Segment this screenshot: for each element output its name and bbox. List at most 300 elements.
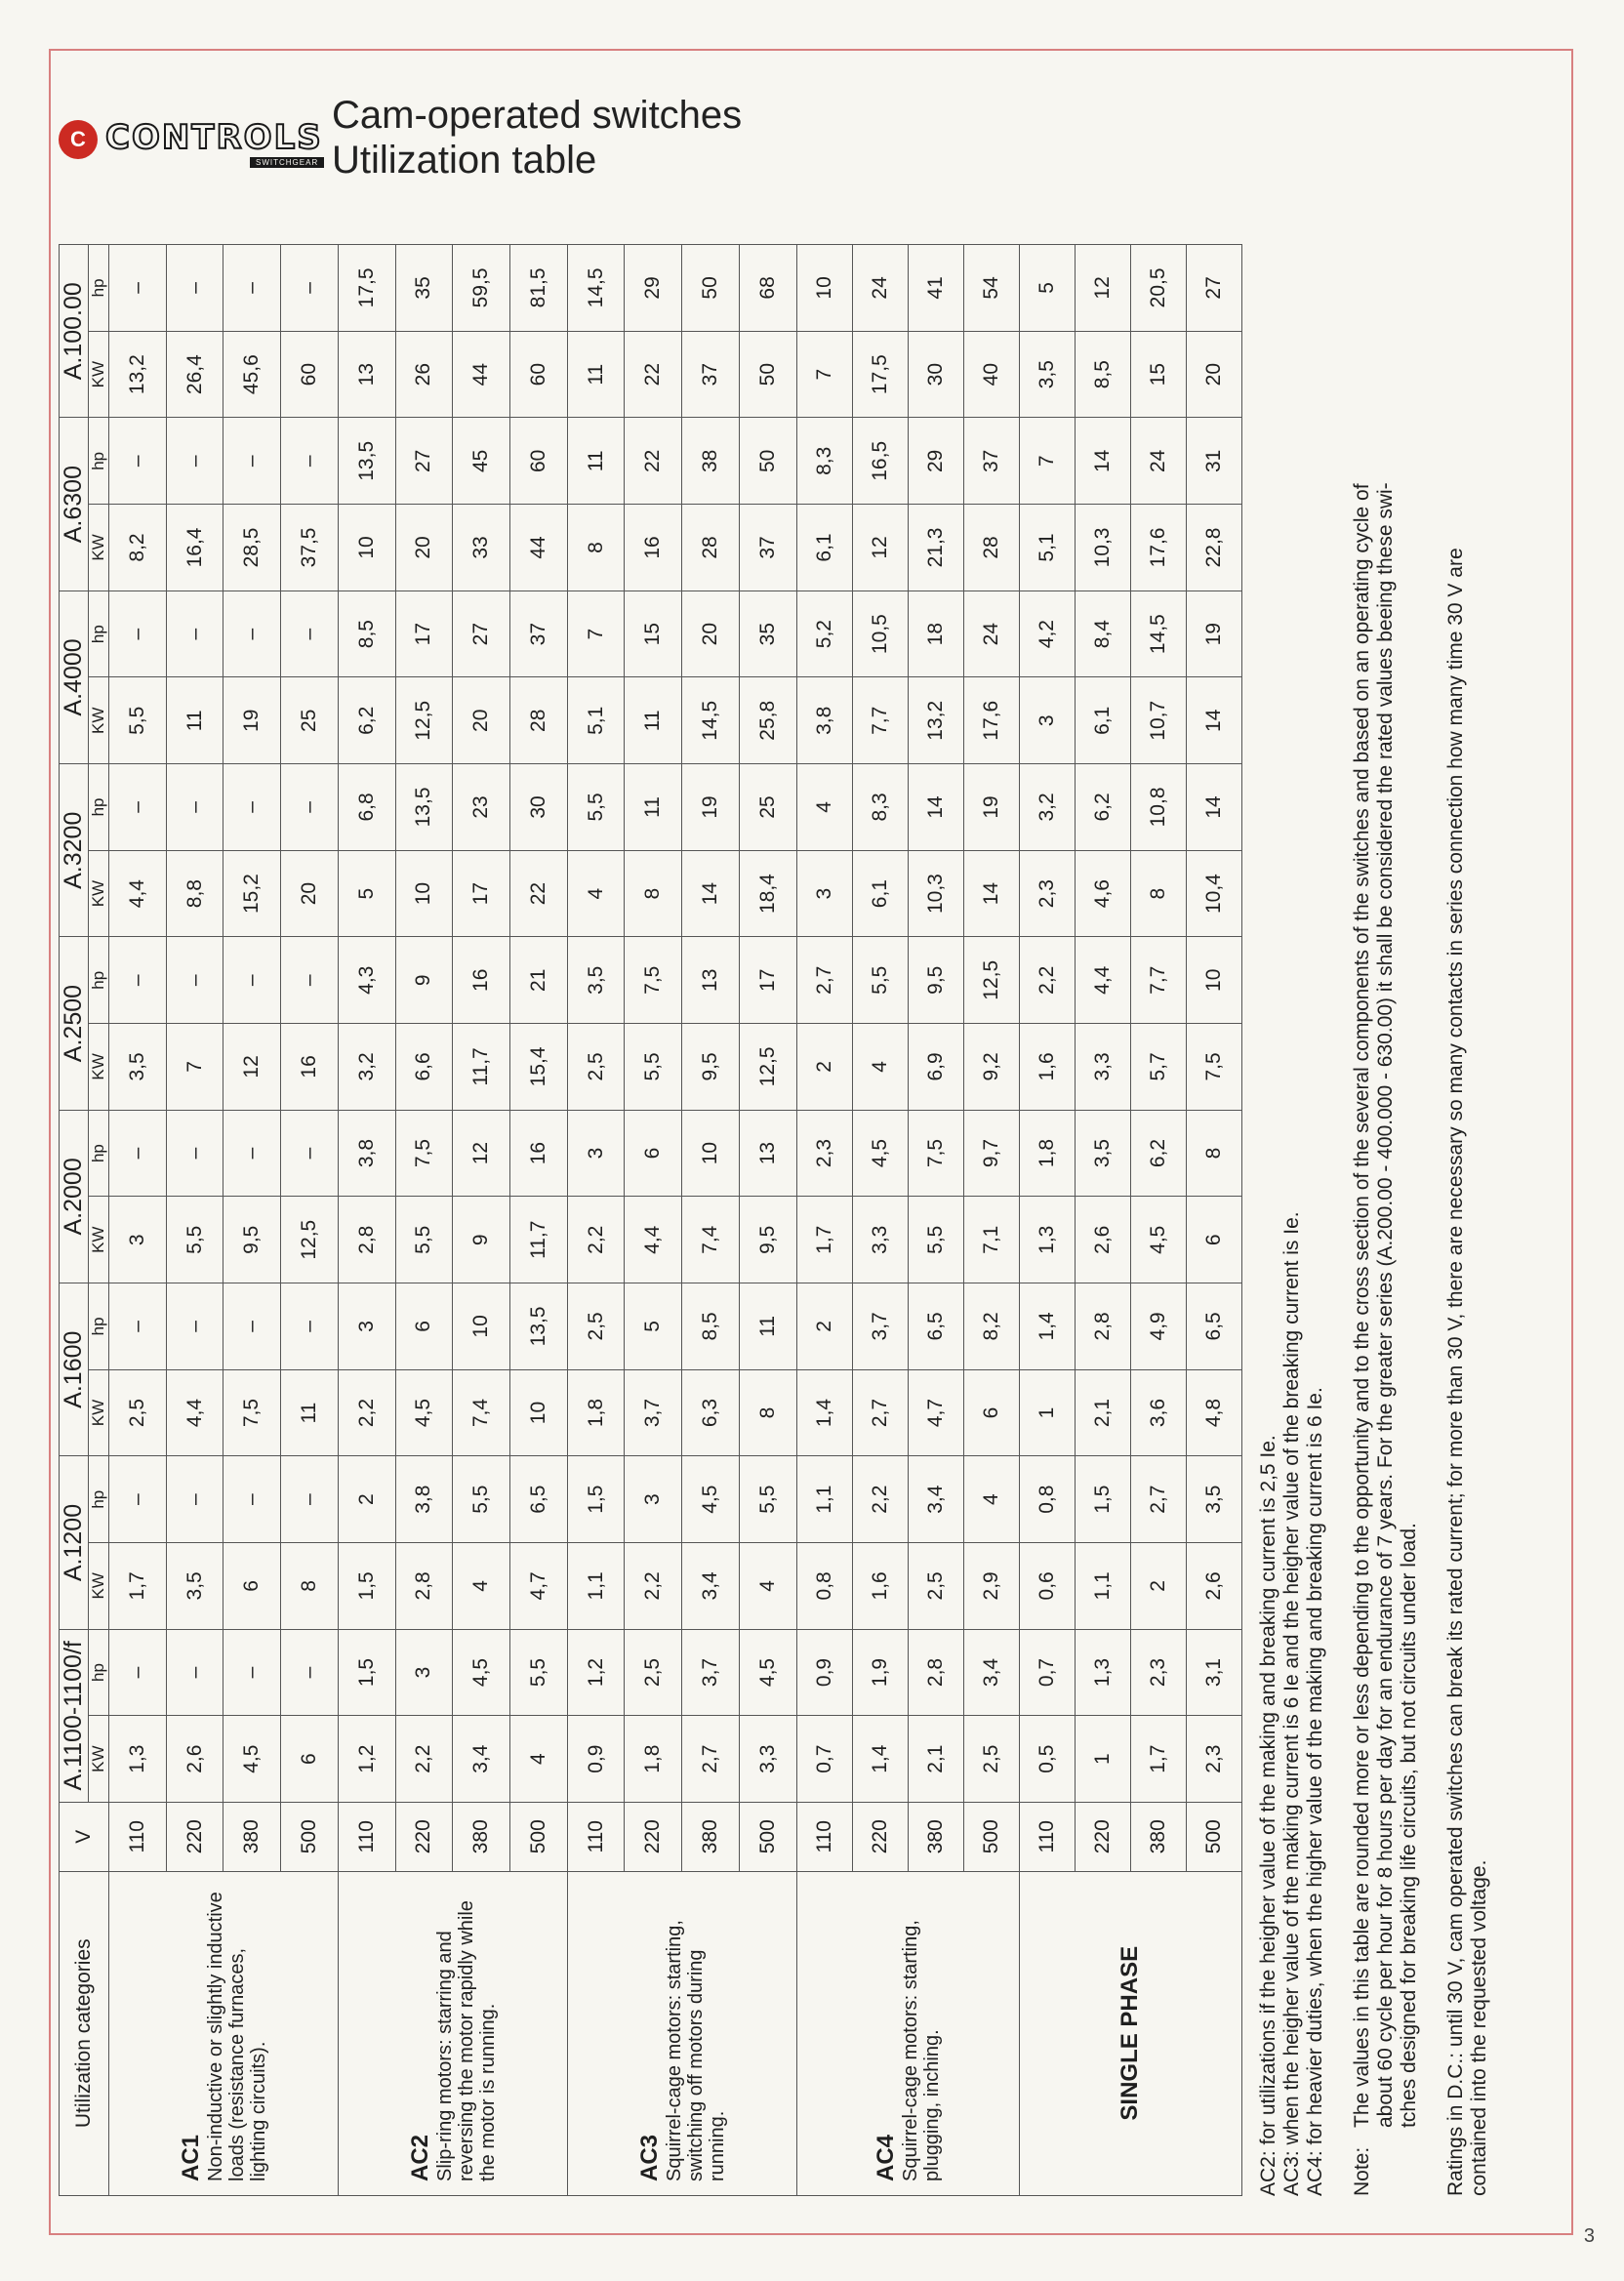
unit-header: hp bbox=[89, 937, 109, 1024]
value-cell: – bbox=[281, 1456, 339, 1543]
value-cell: 7 bbox=[796, 331, 852, 418]
value-cell: 2 bbox=[1130, 1543, 1186, 1630]
value-cell: 20 bbox=[453, 677, 510, 764]
value-cell: 2,2 bbox=[395, 1716, 453, 1803]
value-cell: 0,8 bbox=[1019, 1456, 1075, 1543]
value-cell: 68 bbox=[739, 245, 796, 332]
value-cell: 1,5 bbox=[567, 1456, 625, 1543]
value-cell: 1,5 bbox=[1075, 1456, 1130, 1543]
value-cell: 6 bbox=[223, 1543, 281, 1630]
value-cell: – bbox=[166, 245, 223, 332]
value-cell: 13 bbox=[682, 937, 740, 1024]
note-ac2: AC2: for utilizations if the heigher value of the making and breaking current is 2,5 Ie. bbox=[1257, 1435, 1279, 2196]
model-header: A.1100-1100/f bbox=[60, 1629, 89, 1802]
footnotes bbox=[1257, 244, 1491, 2196]
model-header: A.2500 bbox=[60, 937, 89, 1110]
value-cell: 5,5 bbox=[453, 1456, 510, 1543]
category-description: Squirrel-cage motors: starting, plugging, inching. bbox=[900, 1920, 944, 2181]
value-cell: 12 bbox=[453, 1110, 510, 1197]
value-cell: 4,4 bbox=[1075, 937, 1130, 1024]
value-cell: – bbox=[223, 764, 281, 851]
value-cell: 12,5 bbox=[395, 677, 453, 764]
value-cell: 1,7 bbox=[796, 1197, 852, 1283]
value-cell: 37 bbox=[510, 591, 568, 677]
value-cell: 6 bbox=[395, 1283, 453, 1370]
value-cell: – bbox=[223, 591, 281, 677]
value-cell: 14,5 bbox=[682, 677, 740, 764]
value-cell: 2,7 bbox=[852, 1369, 908, 1456]
value-cell: 11 bbox=[625, 677, 682, 764]
value-cell: – bbox=[223, 937, 281, 1024]
value-cell: 10,5 bbox=[852, 591, 908, 677]
value-cell: 38 bbox=[682, 418, 740, 505]
value-cell: 14 bbox=[1186, 677, 1241, 764]
value-cell: 20 bbox=[1186, 331, 1241, 418]
value-cell: 4 bbox=[567, 850, 625, 937]
value-cell: 9,7 bbox=[963, 1110, 1019, 1197]
value-cell: 13,2 bbox=[109, 331, 167, 418]
value-cell: 16 bbox=[510, 1110, 568, 1197]
value-cell: – bbox=[166, 764, 223, 851]
value-cell: 14 bbox=[963, 850, 1019, 937]
value-cell: – bbox=[166, 418, 223, 505]
value-cell: 27 bbox=[395, 418, 453, 505]
value-cell: 4,5 bbox=[682, 1456, 740, 1543]
value-cell: 3,3 bbox=[1075, 1024, 1130, 1111]
value-cell: 5,5 bbox=[739, 1456, 796, 1543]
value-cell: 0,7 bbox=[796, 1716, 852, 1803]
value-cell: 28,5 bbox=[223, 505, 281, 591]
value-cell: – bbox=[223, 245, 281, 332]
value-cell: 8 bbox=[1130, 850, 1186, 937]
value-cell: 3,5 bbox=[1186, 1456, 1241, 1543]
value-cell: 1 bbox=[1019, 1369, 1075, 1456]
value-cell: – bbox=[223, 418, 281, 505]
table-row bbox=[338, 245, 395, 2196]
value-cell: 7,1 bbox=[963, 1197, 1019, 1283]
category-cell bbox=[796, 1871, 1019, 2195]
voltage-cell: 220 bbox=[1075, 1803, 1130, 1872]
value-cell: – bbox=[166, 1283, 223, 1370]
value-cell: 0,9 bbox=[796, 1629, 852, 1716]
value-cell: 3,2 bbox=[338, 1024, 395, 1111]
value-cell: 5 bbox=[338, 850, 395, 937]
value-cell: 3,3 bbox=[739, 1716, 796, 1803]
value-cell: 8,5 bbox=[682, 1283, 740, 1370]
value-cell: 19 bbox=[1186, 591, 1241, 677]
unit-header: hp bbox=[89, 764, 109, 851]
value-cell: 12,5 bbox=[963, 937, 1019, 1024]
unit-header: hp bbox=[89, 418, 109, 505]
value-cell: 8,5 bbox=[338, 591, 395, 677]
value-cell: 60 bbox=[510, 331, 568, 418]
value-cell: 8,3 bbox=[852, 764, 908, 851]
value-cell: 22,8 bbox=[1186, 505, 1241, 591]
value-cell: 7,7 bbox=[1130, 937, 1186, 1024]
value-cell: 12 bbox=[1075, 245, 1130, 332]
value-cell: 14,5 bbox=[1130, 591, 1186, 677]
rotated-content bbox=[59, 244, 1542, 2196]
value-cell: 3,4 bbox=[963, 1629, 1019, 1716]
value-cell: 2,5 bbox=[625, 1629, 682, 1716]
title-line-1: Cam-operated switches bbox=[332, 94, 743, 137]
unit-header: KW bbox=[89, 1197, 109, 1283]
value-cell: 15 bbox=[1130, 331, 1186, 418]
value-cell: 5,5 bbox=[109, 677, 167, 764]
value-cell: 6 bbox=[963, 1369, 1019, 1456]
voltage-cell: 110 bbox=[109, 1803, 167, 1872]
value-cell: 2,8 bbox=[908, 1629, 963, 1716]
model-header: A.100.00 bbox=[60, 245, 89, 418]
model-header: A.2000 bbox=[60, 1110, 89, 1283]
value-cell: 4,2 bbox=[1019, 591, 1075, 677]
unit-header: KW bbox=[89, 331, 109, 418]
value-cell: 4,7 bbox=[908, 1369, 963, 1456]
page-title bbox=[332, 93, 742, 183]
value-cell: 7 bbox=[166, 1024, 223, 1111]
value-cell: – bbox=[281, 591, 339, 677]
general-note bbox=[1351, 244, 1421, 2196]
value-cell: 7 bbox=[567, 591, 625, 677]
value-cell: 3,3 bbox=[852, 1197, 908, 1283]
value-cell: 37 bbox=[739, 505, 796, 591]
value-cell: 16 bbox=[281, 1024, 339, 1111]
value-cell: 25 bbox=[739, 764, 796, 851]
category-description: Non-inductive or slightly inductive loads (resistance furnaces, lighting circuits). bbox=[204, 1892, 269, 2181]
value-cell: 17 bbox=[739, 937, 796, 1024]
value-cell: 25 bbox=[281, 677, 339, 764]
value-cell: 50 bbox=[682, 245, 740, 332]
value-cell: 3,4 bbox=[453, 1716, 510, 1803]
unit-header: KW bbox=[89, 1543, 109, 1630]
value-cell: 3,8 bbox=[338, 1110, 395, 1197]
note-ac4: AC4: for heavier duties, when the higher value of the making and breaking current is 6 Ie. bbox=[1304, 1387, 1326, 2196]
value-cell: 2,8 bbox=[395, 1543, 453, 1630]
value-cell: 5,5 bbox=[852, 937, 908, 1024]
value-cell: 10,3 bbox=[1075, 505, 1130, 591]
value-cell: 9,2 bbox=[963, 1024, 1019, 1111]
value-cell: 1,8 bbox=[567, 1369, 625, 1456]
voltage-cell: 500 bbox=[963, 1803, 1019, 1872]
value-cell: 2,3 bbox=[796, 1110, 852, 1197]
value-cell: 9 bbox=[453, 1197, 510, 1283]
note-line-3: tches designed for breaking life circuits, but not circuits under load. bbox=[1398, 1523, 1420, 2128]
value-cell: 21,3 bbox=[908, 505, 963, 591]
value-cell: 8,3 bbox=[796, 418, 852, 505]
value-cell: 15,2 bbox=[223, 850, 281, 937]
value-cell: 13 bbox=[739, 1110, 796, 1197]
unit-header: hp bbox=[89, 1283, 109, 1370]
value-cell: 1,2 bbox=[567, 1629, 625, 1716]
voltage-cell: 380 bbox=[682, 1803, 740, 1872]
value-cell: 2,8 bbox=[338, 1197, 395, 1283]
value-cell: 29 bbox=[625, 245, 682, 332]
value-cell: – bbox=[281, 418, 339, 505]
value-cell: – bbox=[281, 1110, 339, 1197]
value-cell: – bbox=[109, 1110, 167, 1197]
value-cell: 10,8 bbox=[1130, 764, 1186, 851]
value-cell: 5,5 bbox=[395, 1197, 453, 1283]
value-cell: 6,2 bbox=[1075, 764, 1130, 851]
value-cell: 6 bbox=[281, 1716, 339, 1803]
value-cell: 2,5 bbox=[963, 1716, 1019, 1803]
value-cell: 2,2 bbox=[567, 1197, 625, 1283]
value-cell: 22 bbox=[625, 331, 682, 418]
value-cell: 6,2 bbox=[338, 677, 395, 764]
value-cell: 2,6 bbox=[1075, 1197, 1130, 1283]
value-cell: 5,5 bbox=[510, 1629, 568, 1716]
unit-header: KW bbox=[89, 1716, 109, 1803]
title-line-2: Utilization table bbox=[332, 139, 597, 182]
value-cell: 21 bbox=[510, 937, 568, 1024]
value-cell: – bbox=[281, 1283, 339, 1370]
value-cell: 11,7 bbox=[510, 1197, 568, 1283]
value-cell: 2 bbox=[796, 1283, 852, 1370]
value-cell: 8 bbox=[281, 1543, 339, 1630]
value-cell: 8,8 bbox=[166, 850, 223, 937]
value-cell: 20,5 bbox=[1130, 245, 1186, 332]
dc-line-2: contained into the requested voltage. bbox=[1468, 1859, 1490, 2196]
value-cell: – bbox=[223, 1629, 281, 1716]
value-cell: 4 bbox=[796, 764, 852, 851]
value-cell: 0,6 bbox=[1019, 1543, 1075, 1630]
value-cell: 2,1 bbox=[908, 1716, 963, 1803]
value-cell: 2,2 bbox=[338, 1369, 395, 1456]
model-header: A.6300 bbox=[60, 418, 89, 591]
value-cell: 14 bbox=[1186, 764, 1241, 851]
value-cell: 6,5 bbox=[510, 1456, 568, 1543]
note-line-1: The values in this table are rounded more or less depending to the opportunity and to the cross section of the several components of the switches and based on an operating cycle of bbox=[1351, 483, 1373, 2128]
dc-ratings-note bbox=[1444, 244, 1491, 2196]
value-cell: 10 bbox=[338, 505, 395, 591]
value-cell: 10 bbox=[796, 245, 852, 332]
value-cell: 25,8 bbox=[739, 677, 796, 764]
voltage-cell: 220 bbox=[395, 1803, 453, 1872]
value-cell: 11 bbox=[625, 764, 682, 851]
value-cell: 11 bbox=[166, 677, 223, 764]
value-cell: 12 bbox=[223, 1024, 281, 1111]
note-label: Note: bbox=[1351, 2146, 1373, 2196]
value-cell: 4 bbox=[852, 1024, 908, 1111]
voltage-cell: 110 bbox=[1019, 1803, 1075, 1872]
value-cell: 8,4 bbox=[1075, 591, 1130, 677]
value-cell: 3 bbox=[338, 1283, 395, 1370]
value-cell: 4,5 bbox=[852, 1110, 908, 1197]
value-cell: 3,2 bbox=[1019, 764, 1075, 851]
value-cell: – bbox=[109, 591, 167, 677]
utilization-table bbox=[59, 244, 1242, 2196]
value-cell: 3,7 bbox=[625, 1369, 682, 1456]
unit-header: KW bbox=[89, 1024, 109, 1111]
value-cell: 11 bbox=[281, 1369, 339, 1456]
value-cell: 1,5 bbox=[338, 1543, 395, 1630]
value-cell: 4,5 bbox=[453, 1629, 510, 1716]
value-cell: 2,2 bbox=[1019, 937, 1075, 1024]
category-description: Squirrel-cage motors: starting, switching off motors during running. bbox=[663, 1920, 728, 2181]
value-cell: 4,7 bbox=[510, 1543, 568, 1630]
voltage-cell: 500 bbox=[510, 1803, 568, 1872]
value-cell: 10 bbox=[453, 1283, 510, 1370]
value-cell: 14 bbox=[908, 764, 963, 851]
voltage-cell: 500 bbox=[1186, 1803, 1241, 1872]
value-cell: 28 bbox=[963, 505, 1019, 591]
value-cell: – bbox=[109, 245, 167, 332]
value-cell: 0,9 bbox=[567, 1716, 625, 1803]
value-cell: – bbox=[223, 1110, 281, 1197]
value-cell: 3,5 bbox=[1075, 1110, 1130, 1197]
value-cell: 4,3 bbox=[338, 937, 395, 1024]
value-cell: 6,6 bbox=[395, 1024, 453, 1111]
value-cell: 6,1 bbox=[852, 850, 908, 937]
unit-header: hp bbox=[89, 1110, 109, 1197]
value-cell: 37,5 bbox=[281, 505, 339, 591]
value-cell: 20 bbox=[682, 591, 740, 677]
value-cell: 1,8 bbox=[625, 1716, 682, 1803]
value-cell: 12,5 bbox=[281, 1197, 339, 1283]
category-code: SINGLE PHASE bbox=[1116, 1945, 1144, 2121]
brand-wordmark: CONTROLS bbox=[105, 118, 323, 157]
value-cell: 2,2 bbox=[625, 1543, 682, 1630]
categories-header: Utilization categories bbox=[60, 1871, 109, 2195]
value-cell: 4 bbox=[453, 1543, 510, 1630]
value-cell: 5,7 bbox=[1130, 1024, 1186, 1111]
value-cell: 10 bbox=[682, 1110, 740, 1197]
unit-header: hp bbox=[89, 245, 109, 332]
value-cell: 18,4 bbox=[739, 850, 796, 937]
category-cell bbox=[338, 1871, 567, 2195]
value-cell: 5,2 bbox=[796, 591, 852, 677]
value-cell: – bbox=[223, 1283, 281, 1370]
value-cell: 60 bbox=[281, 331, 339, 418]
dc-line-1: Ratings in D.C.: until 30 V, cam operated switches can break its rated current; for more than 30 V, there are necessary so many contacts in series connection how many time 30 V are bbox=[1444, 548, 1467, 2196]
value-cell: 4,6 bbox=[1075, 850, 1130, 937]
value-cell: – bbox=[166, 591, 223, 677]
table-row bbox=[567, 245, 625, 2196]
model-header: A.4000 bbox=[60, 591, 89, 763]
value-cell: 2,7 bbox=[796, 937, 852, 1024]
value-cell: 5,5 bbox=[166, 1197, 223, 1283]
value-cell: 35 bbox=[739, 591, 796, 677]
value-cell: 3 bbox=[625, 1456, 682, 1543]
value-cell: 5,1 bbox=[1019, 505, 1075, 591]
value-cell: 5,5 bbox=[567, 764, 625, 851]
value-cell: 10,4 bbox=[1186, 850, 1241, 937]
value-cell: 17,6 bbox=[963, 677, 1019, 764]
value-cell: 16,4 bbox=[166, 505, 223, 591]
value-cell: 1,1 bbox=[1075, 1543, 1130, 1630]
value-cell: 20 bbox=[395, 505, 453, 591]
voltage-header: V bbox=[60, 1803, 109, 1872]
unit-header: KW bbox=[89, 850, 109, 937]
value-cell: 6,1 bbox=[1075, 677, 1130, 764]
value-cell: 11 bbox=[739, 1283, 796, 1370]
value-cell: 8 bbox=[625, 850, 682, 937]
value-cell: – bbox=[109, 1456, 167, 1543]
value-cell: 20 bbox=[281, 850, 339, 937]
value-cell: 6 bbox=[1186, 1197, 1241, 1283]
voltage-cell: 110 bbox=[796, 1803, 852, 1872]
unit-header: KW bbox=[89, 1369, 109, 1456]
value-cell: 26,4 bbox=[166, 331, 223, 418]
table-row bbox=[1019, 245, 1075, 2196]
value-cell: 22 bbox=[625, 418, 682, 505]
voltage-cell: 380 bbox=[908, 1803, 963, 1872]
value-cell: 10,3 bbox=[908, 850, 963, 937]
value-cell: 40 bbox=[963, 331, 1019, 418]
value-cell: – bbox=[281, 937, 339, 1024]
value-cell: 7,4 bbox=[453, 1369, 510, 1456]
value-cell: 16 bbox=[625, 505, 682, 591]
value-cell: 50 bbox=[739, 331, 796, 418]
value-cell: 3,5 bbox=[166, 1543, 223, 1630]
value-cell: 3 bbox=[1019, 677, 1075, 764]
voltage-cell: 500 bbox=[281, 1803, 339, 1872]
value-cell: 1,1 bbox=[796, 1456, 852, 1543]
voltage-cell: 220 bbox=[852, 1803, 908, 1872]
value-cell: 44 bbox=[453, 331, 510, 418]
value-cell: 44 bbox=[510, 505, 568, 591]
value-cell: 24 bbox=[852, 245, 908, 332]
value-cell: – bbox=[166, 1456, 223, 1543]
model-header: A.3200 bbox=[60, 764, 89, 937]
value-cell: 2,2 bbox=[852, 1456, 908, 1543]
value-cell: 3,1 bbox=[1186, 1629, 1241, 1716]
value-cell: 1,7 bbox=[109, 1543, 167, 1630]
value-cell: 2,3 bbox=[1130, 1629, 1186, 1716]
value-cell: 1,8 bbox=[1019, 1110, 1075, 1197]
value-cell: 8 bbox=[739, 1369, 796, 1456]
value-cell: 3 bbox=[567, 1110, 625, 1197]
value-cell: 3 bbox=[109, 1197, 167, 1283]
value-cell: 3 bbox=[796, 850, 852, 937]
unit-header: hp bbox=[89, 1629, 109, 1716]
value-cell: 35 bbox=[395, 245, 453, 332]
value-cell: 26 bbox=[395, 331, 453, 418]
value-cell: 4,4 bbox=[625, 1197, 682, 1283]
value-cell: 14,5 bbox=[567, 245, 625, 332]
category-cell bbox=[567, 1871, 796, 2195]
voltage-cell: 380 bbox=[1130, 1803, 1186, 1872]
value-cell: 30 bbox=[908, 331, 963, 418]
value-cell: 17 bbox=[395, 591, 453, 677]
value-cell: 4,4 bbox=[166, 1369, 223, 1456]
brand-logo bbox=[59, 112, 323, 171]
value-cell: 1,3 bbox=[109, 1716, 167, 1803]
value-cell: 6,5 bbox=[908, 1283, 963, 1370]
value-cell: 14 bbox=[682, 850, 740, 937]
model-header: A.1200 bbox=[60, 1456, 89, 1629]
value-cell: 7,5 bbox=[1186, 1024, 1241, 1111]
value-cell: 81,5 bbox=[510, 245, 568, 332]
value-cell: 6,1 bbox=[796, 505, 852, 591]
value-cell: 12 bbox=[852, 505, 908, 591]
category-code: AC3 bbox=[635, 2134, 663, 2181]
value-cell: – bbox=[109, 937, 167, 1024]
value-cell: 4 bbox=[739, 1543, 796, 1630]
category-cell bbox=[109, 1871, 339, 2195]
unit-header: hp bbox=[89, 1456, 109, 1543]
value-cell: 8,5 bbox=[1075, 331, 1130, 418]
voltage-cell: 380 bbox=[223, 1803, 281, 1872]
voltage-cell: 110 bbox=[567, 1803, 625, 1872]
value-cell: 1,3 bbox=[1075, 1629, 1130, 1716]
value-cell: 17,5 bbox=[852, 331, 908, 418]
value-cell: 18 bbox=[908, 591, 963, 677]
value-cell: 2,7 bbox=[682, 1716, 740, 1803]
page-number: 3 bbox=[1583, 2225, 1595, 2247]
value-cell: 2,9 bbox=[963, 1543, 1019, 1630]
value-cell: 37 bbox=[682, 331, 740, 418]
